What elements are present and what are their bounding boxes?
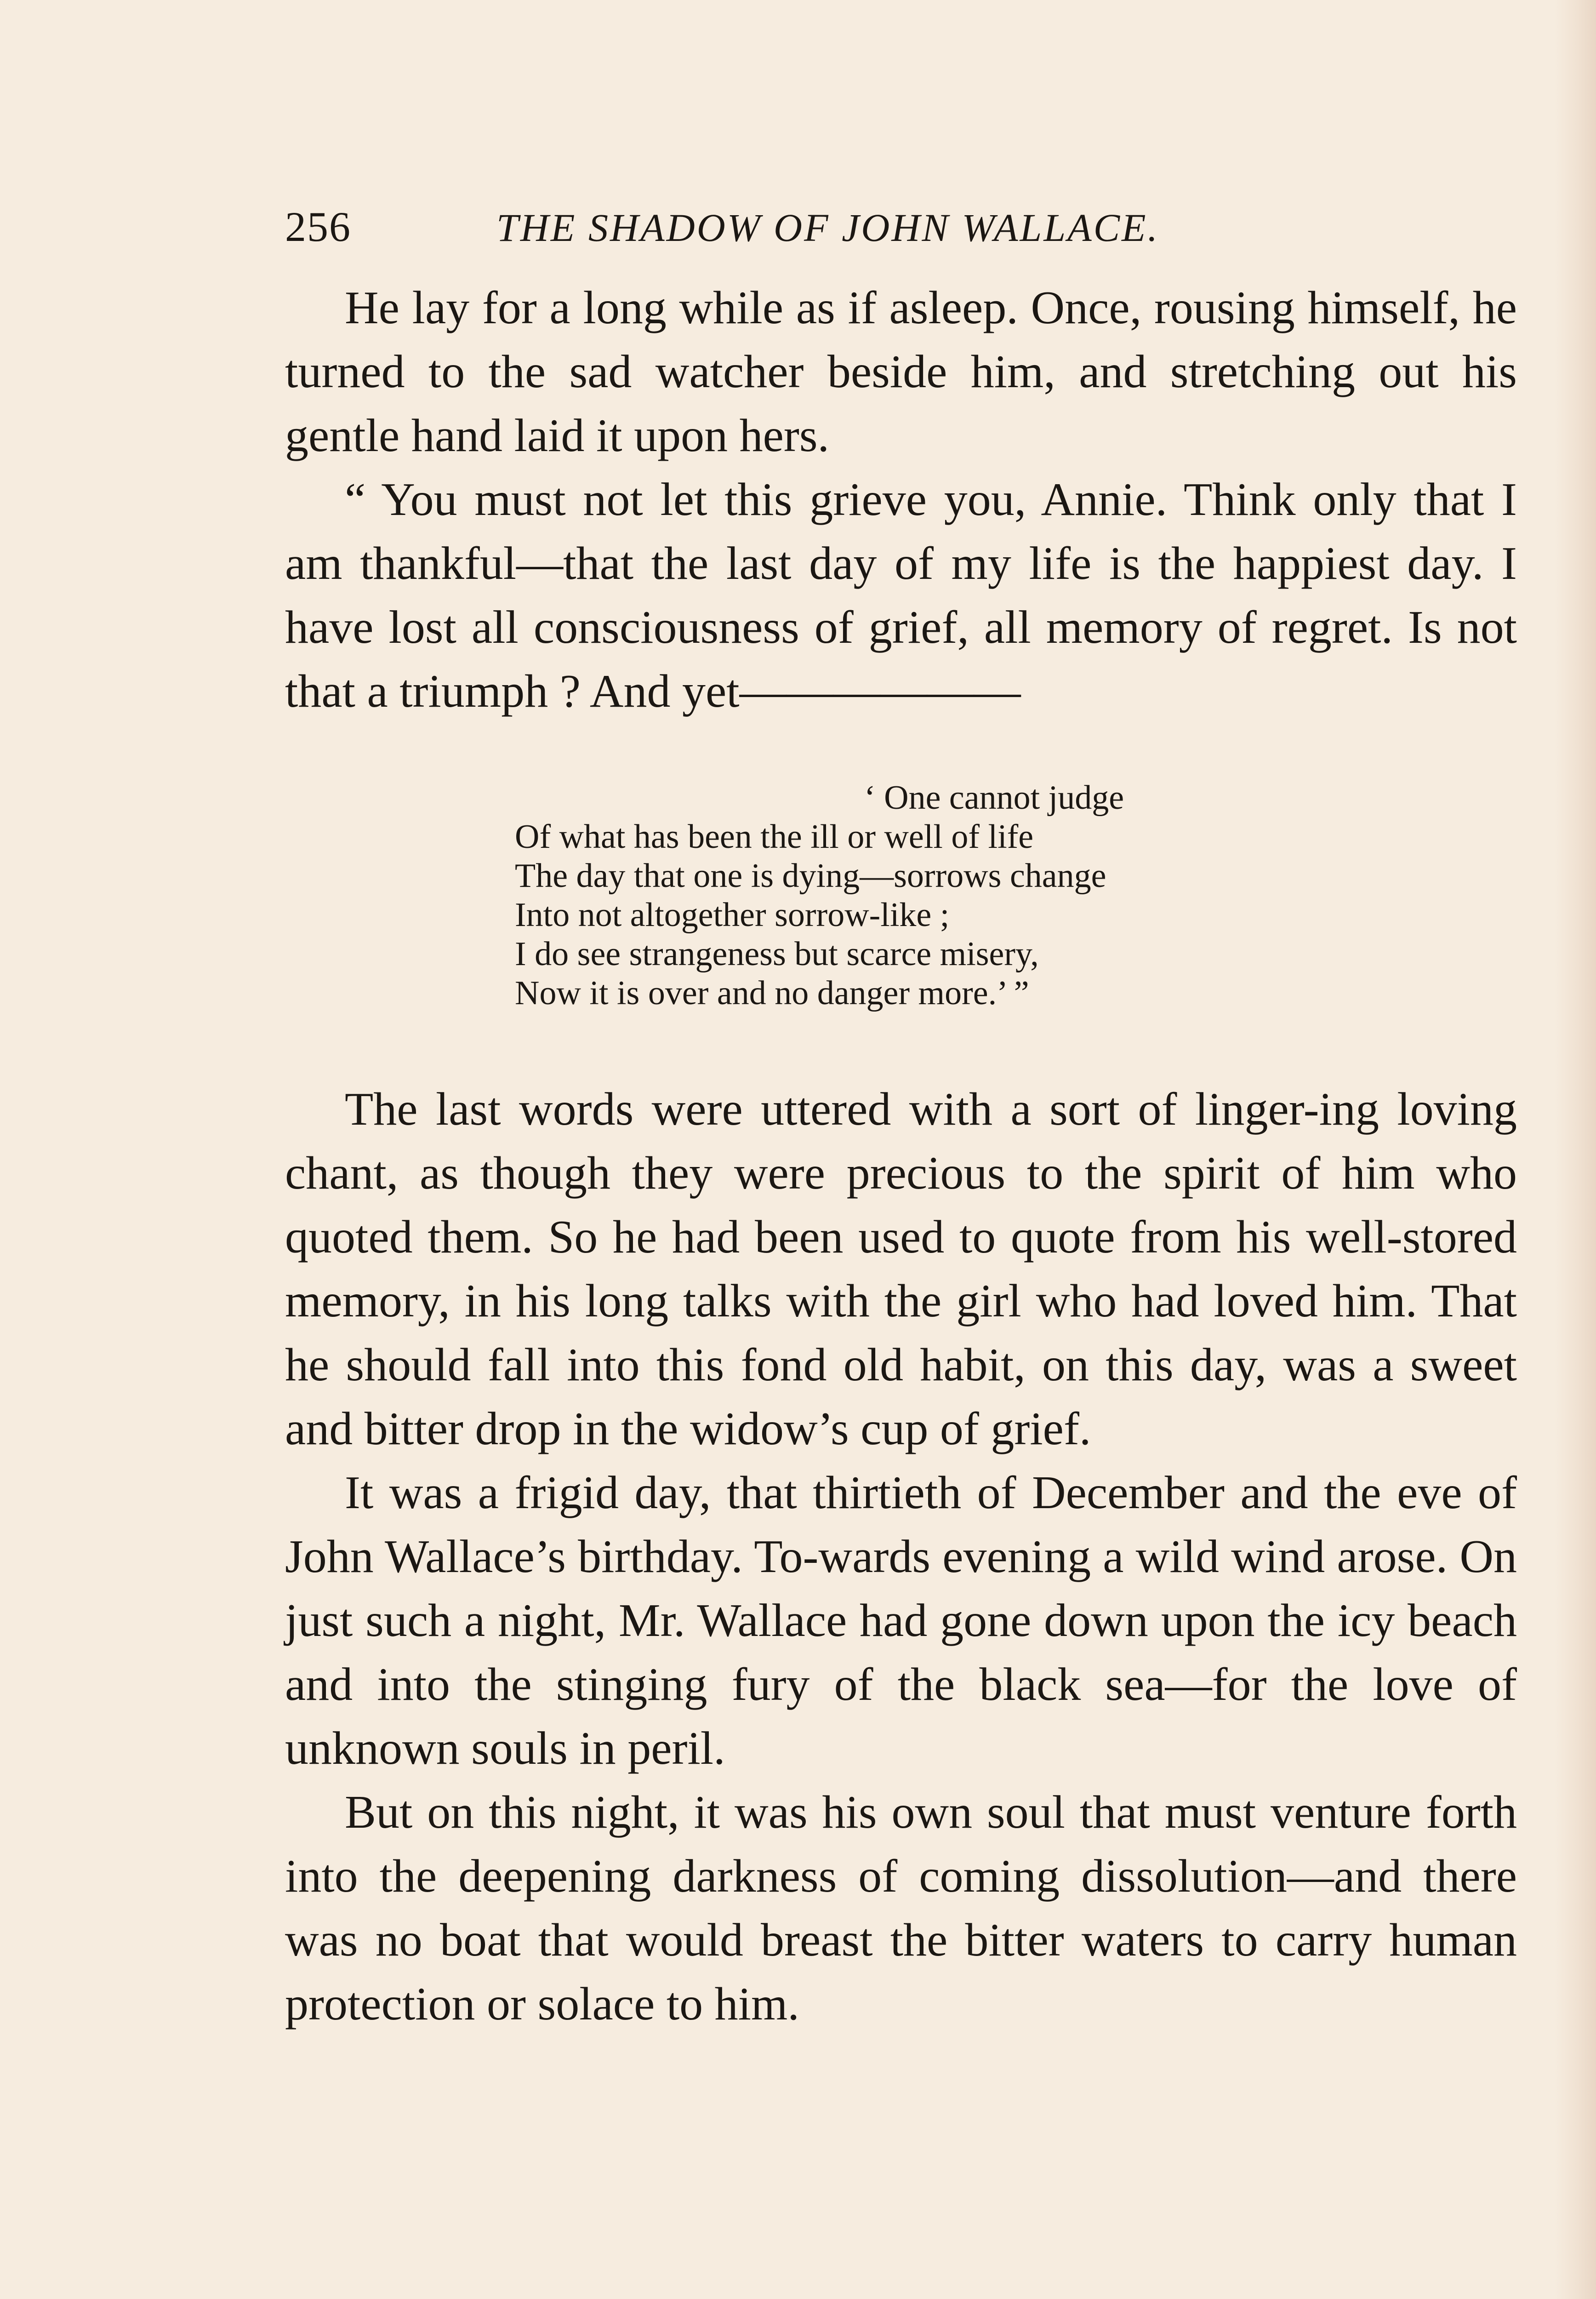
running-title: THE SHADOW OF JOHN WALLACE. (496, 206, 1160, 250)
verse-line-2: Of what has been the ill or well of life (515, 818, 1034, 856)
verse-line-4: Into not altogether sorrow-like ; (515, 896, 950, 934)
body-text (285, 276, 1517, 2036)
verse-line-5: I do see strangeness but scarce misery, (515, 935, 1039, 973)
running-head (285, 202, 1517, 276)
verse-line-6: Now it is over and no danger more.’ ” (515, 974, 1029, 1012)
quoted-verse (515, 778, 1342, 1013)
page-content (285, 202, 1517, 2036)
paragraph-5: But on this night, it was his own soul that must venture forth into the deepening darkness of coming dissolution—and there was no boat that would breast the bitter waters to carry human protection or solace to him. (285, 1786, 1517, 2030)
paragraph-4: It was a frigid day, that thirtieth of December and the eve of John Wallace’s birthday. To-wards evening a wild wind arose. On just such a night, Mr. Wallace had gone down upon the icy beach and into the stinging fury of the black sea—for the love of unknown souls in peril. (285, 1467, 1517, 1774)
paragraph-2: “ You must not let this grieve you, Annie. Think only that I am thankful—that the last day of my life is the happiest day. I have lost all consciousness of grief, all memory of regret. Is not that a triumph ? And yet—————— (285, 474, 1517, 717)
paragraph-3: The last words were uttered with a sort of linger-ing loving chant, as though they were precious to the spirit of him who quoted them. So he had been used to quote from his well-stored memory, in his long talks with the girl who had loved him. That he should fall into this fond old habit, on this day, was a sweet and bitter drop in the widow’s cup of grief. (285, 1083, 1517, 1455)
verse-line-3: The day that one is dying—sorrows change (515, 857, 1106, 895)
verse-line-1: ‘ One cannot judge (864, 779, 1124, 817)
page-number: 256 (285, 203, 351, 250)
paragraph-1: He lay for a long while as if asleep. Once, rousing himself, he turned to the sad watcher beside him, and stretching out his gentle hand laid it upon hers. (285, 282, 1517, 462)
page-edge-shadow (1555, 0, 1596, 2299)
